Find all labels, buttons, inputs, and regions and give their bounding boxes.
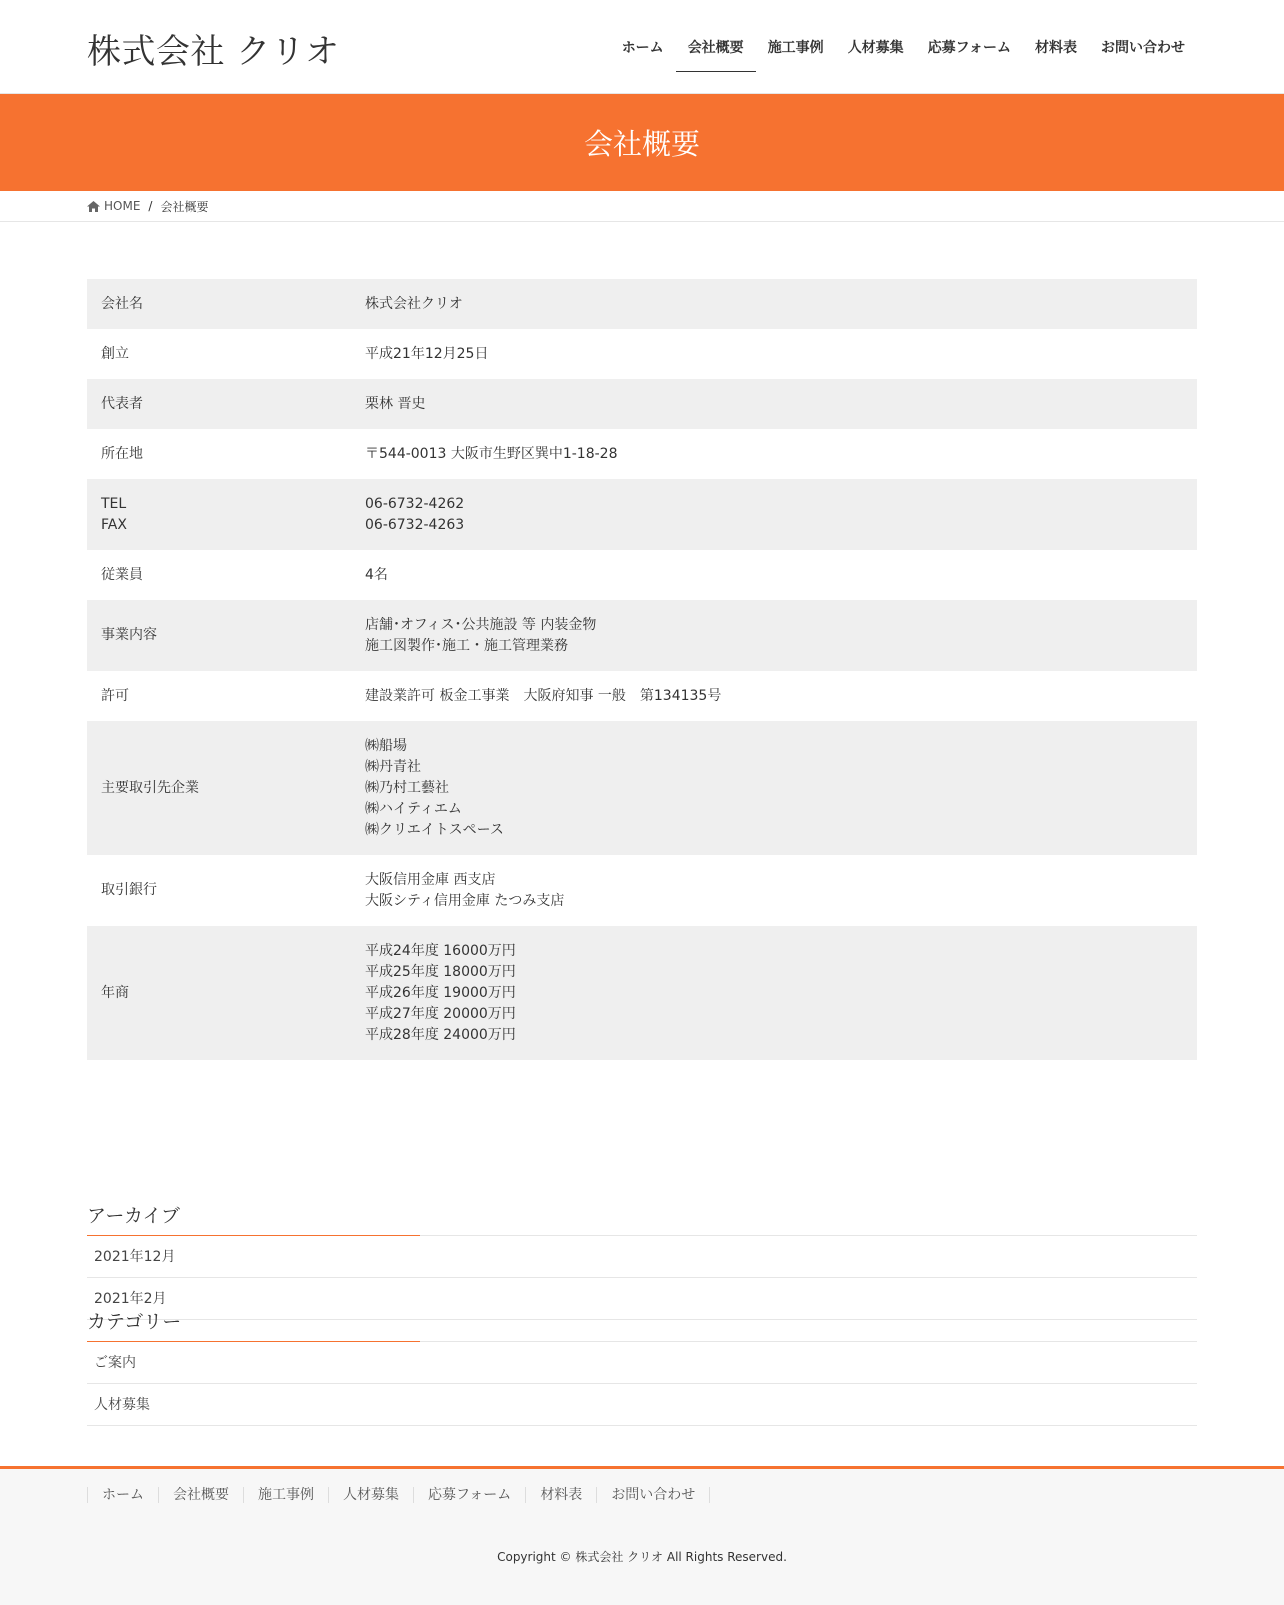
line-item: ㈱丹青社 — [365, 758, 421, 775]
line-item: 平成28年度 24000万円 — [365, 1026, 516, 1043]
footer-nav-materials[interactable]: 材料表 — [526, 1487, 597, 1503]
site-header — [0, 0, 1284, 94]
breadcrumb — [0, 191, 1284, 222]
line-item: 平成24年度 16000万円 — [365, 942, 516, 959]
category-list — [87, 1342, 1197, 1426]
table-row — [87, 855, 1197, 926]
tel-label: TEL — [101, 495, 127, 512]
line-item: 平成26年度 19000万円 — [365, 984, 516, 1001]
breadcrumb-separator: / — [148, 199, 153, 213]
nav-contact[interactable]: お問い合わせ — [1101, 40, 1185, 56]
row-value: 平成21年12月25日 — [365, 345, 489, 362]
footer-nav-company[interactable]: 会社概要 — [159, 1487, 244, 1503]
home-icon — [87, 201, 100, 212]
row-label: 許可 — [101, 687, 129, 704]
footer-nav-recruit[interactable]: 人材募集 — [329, 1487, 414, 1503]
row-value: 4名 — [365, 566, 388, 583]
table-row — [87, 279, 1197, 329]
line-item: 平成27年度 20000万円 — [365, 1005, 516, 1022]
row-value: 株式会社クリオ — [365, 279, 1197, 329]
breadcrumb-home-label: HOME — [104, 199, 141, 213]
row-value — [365, 600, 1197, 671]
line-item: 大阪シティ信用金庫 たつみ支店 — [365, 892, 565, 909]
table-row — [87, 379, 1197, 429]
line-item: 施工図製作･施工・施工管理業務 — [365, 637, 568, 654]
row-label: 主要取引先企業 — [87, 721, 365, 855]
table-row — [87, 926, 1197, 1060]
line-item: 大阪信用金庫 西支店 — [365, 871, 496, 888]
line-item: ㈱ハイティエム — [365, 800, 462, 817]
table-row — [87, 550, 1197, 600]
page-title: 会社概要 — [583, 127, 700, 161]
archive-widget — [87, 1203, 1197, 1320]
site-footer — [0, 1466, 1284, 1605]
row-value — [365, 855, 1197, 926]
fax-value: 06-6732-4263 — [365, 516, 465, 533]
footer-nav-works[interactable]: 施工事例 — [244, 1487, 329, 1503]
row-label: 事業内容 — [87, 600, 365, 671]
footer-nav — [87, 1487, 710, 1503]
row-value — [365, 479, 1197, 550]
row-value — [365, 926, 1197, 1060]
category-link-recruit[interactable]: 人材募集 — [87, 1384, 1197, 1426]
breadcrumb-current: 会社概要 — [160, 199, 209, 214]
archive-link-2021-02[interactable]: 2021年2月 — [87, 1278, 1197, 1320]
footer-nav-contact[interactable]: お問い合わせ — [597, 1487, 710, 1503]
footer-nav-apply-form[interactable]: 応募フォーム — [414, 1487, 526, 1503]
copyright: Copyright © 株式会社 クリオ All Rights Reserved. — [497, 1550, 787, 1564]
row-label: 代表者 — [87, 379, 365, 429]
nav-company[interactable]: 会社概要 — [676, 0, 756, 94]
row-label — [87, 479, 365, 550]
table-row — [87, 721, 1197, 855]
nav-home[interactable]: ホーム — [621, 40, 664, 56]
row-value — [365, 721, 1197, 855]
nav-materials[interactable]: 材料表 — [1035, 40, 1077, 56]
archive-widget-title: アーカイブ — [87, 1203, 1197, 1236]
table-row — [87, 479, 1197, 550]
row-value: 栗林 晋史 — [365, 379, 1197, 429]
table-row — [87, 429, 1197, 479]
table-row — [87, 600, 1197, 671]
sidebar-widgets — [87, 1203, 1197, 1426]
fax-label: FAX — [101, 516, 127, 533]
company-profile-table — [87, 279, 1197, 1060]
row-value: 建設業許可 板金工事業 大阪府知事 一般 第134135号 — [365, 687, 722, 704]
row-label: 創立 — [101, 345, 129, 362]
line-item: 平成25年度 18000万円 — [365, 963, 516, 980]
row-value: 〒544-0013 大阪市生野区巽中1-18-28 — [365, 445, 618, 462]
archive-list — [87, 1236, 1197, 1320]
site-title-link[interactable]: 株式会社 クリオ — [87, 32, 340, 72]
category-widget-title: カテゴリー — [87, 1309, 1197, 1342]
nav-recruit[interactable]: 人材募集 — [847, 40, 904, 56]
category-link-guide[interactable]: ご案内 — [87, 1342, 1197, 1384]
page-header — [0, 94, 1284, 191]
breadcrumb-home-link[interactable] — [87, 199, 140, 213]
line-item: 店舗･オフィス･公共施設 等 内装金物 — [365, 616, 597, 633]
tel-value: 06-6732-4262 — [365, 495, 465, 512]
row-label: 従業員 — [101, 566, 143, 583]
row-label: 会社名 — [87, 279, 365, 329]
nav-apply-form[interactable]: 応募フォーム — [927, 40, 1011, 56]
category-widget — [87, 1309, 1197, 1426]
row-label: 年商 — [87, 926, 365, 1060]
line-item: ㈱乃村工藝社 — [365, 779, 449, 796]
nav-works[interactable]: 施工事例 — [767, 40, 824, 56]
row-label: 所在地 — [101, 445, 143, 462]
table-row — [87, 329, 1197, 379]
line-item: ㈱クリエイトスペース — [365, 821, 504, 838]
row-label: 取引銀行 — [101, 882, 157, 898]
global-nav — [610, 0, 1197, 94]
archive-link-2021-12[interactable]: 2021年12月 — [87, 1236, 1197, 1278]
line-item: ㈱船場 — [365, 737, 407, 754]
footer-nav-home[interactable]: ホーム — [88, 1487, 159, 1503]
table-row — [87, 671, 1197, 721]
